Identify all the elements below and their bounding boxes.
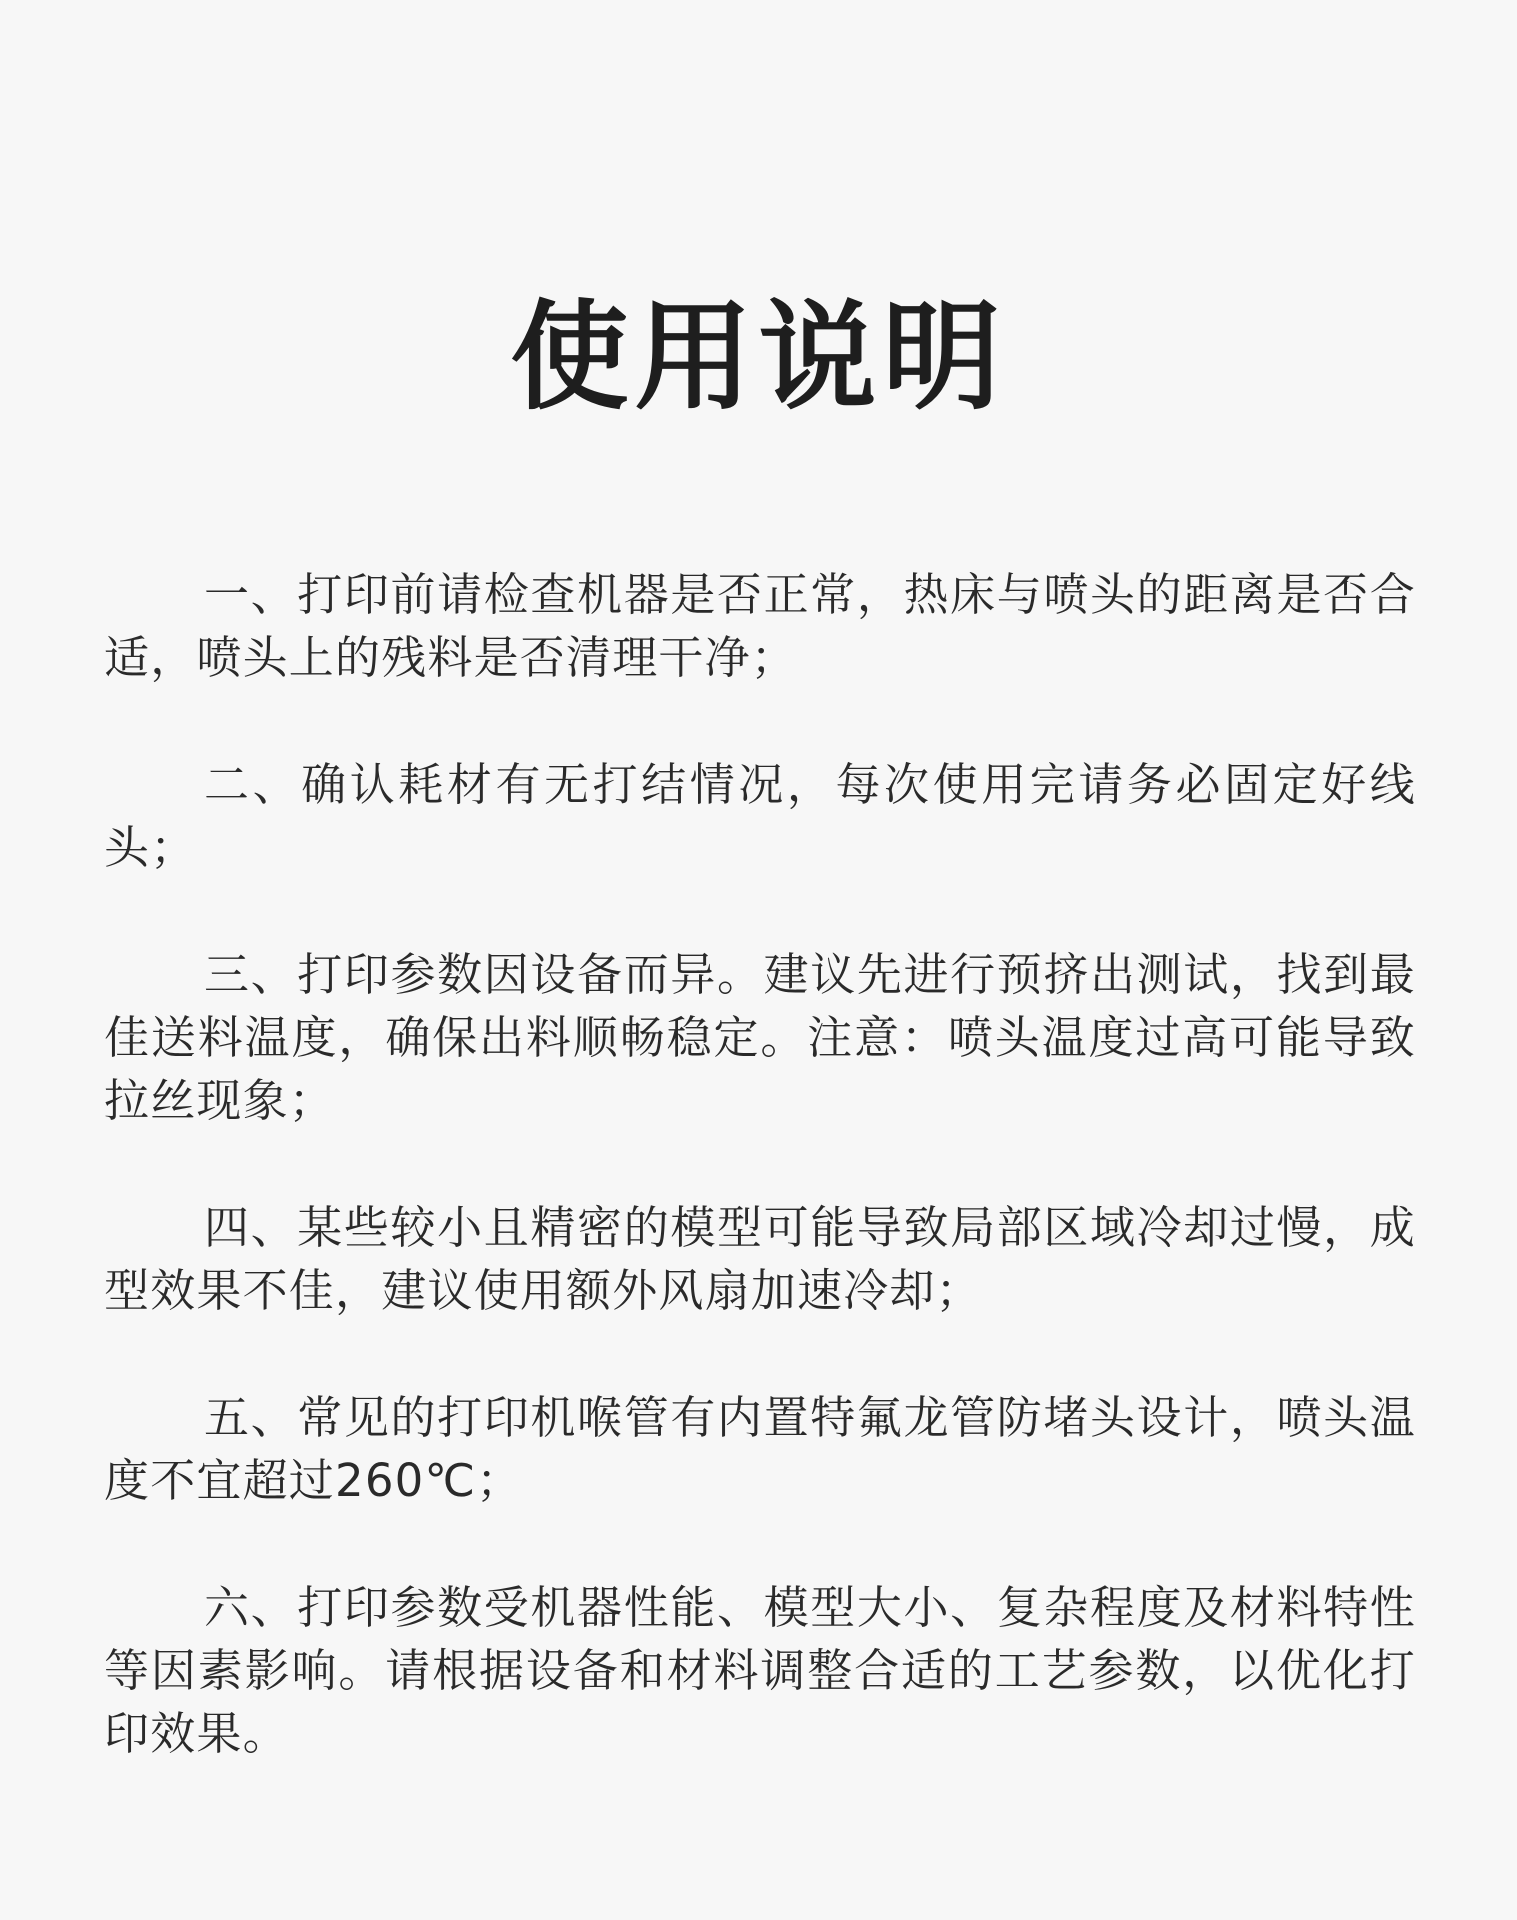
instructions-list [104, 563, 1416, 1829]
page-title: 使用说明 [510, 288, 1007, 426]
instruction-item-6: 六、打印参数受机器性能、模型大小、复杂程度及材料特性等因素影响。请根据设备和材料调整合适的工艺参数，以优化打印效果。 [104, 1581, 1416, 1760]
instruction-item-4: 四、某些较小且精密的模型可能导致局部区域冷却过慢，成型效果不佳，建议使用额外风扇加速冷却； [104, 1201, 1416, 1317]
instruction-item-5: 五、常见的打印机喉管有内置特氟龙管防堵头设计，喷头温度不宜超过260℃； [104, 1391, 1416, 1507]
instruction-item-2: 二、确认耗材有无打结情况，每次使用完请务必固定好线头； [104, 758, 1416, 874]
instruction-item-1: 一、打印前请检查机器是否正常，热床与喷头的距离是否合 适，喷头上的残料是否清理干净； [104, 568, 1416, 684]
instruction-item-3: 三、打印参数因设备而异。建议先进行预挤出测试，找到最佳送料温度，确保出料顺畅稳定。注意：喷头温度过高可能导致拉丝现象； [104, 948, 1416, 1127]
